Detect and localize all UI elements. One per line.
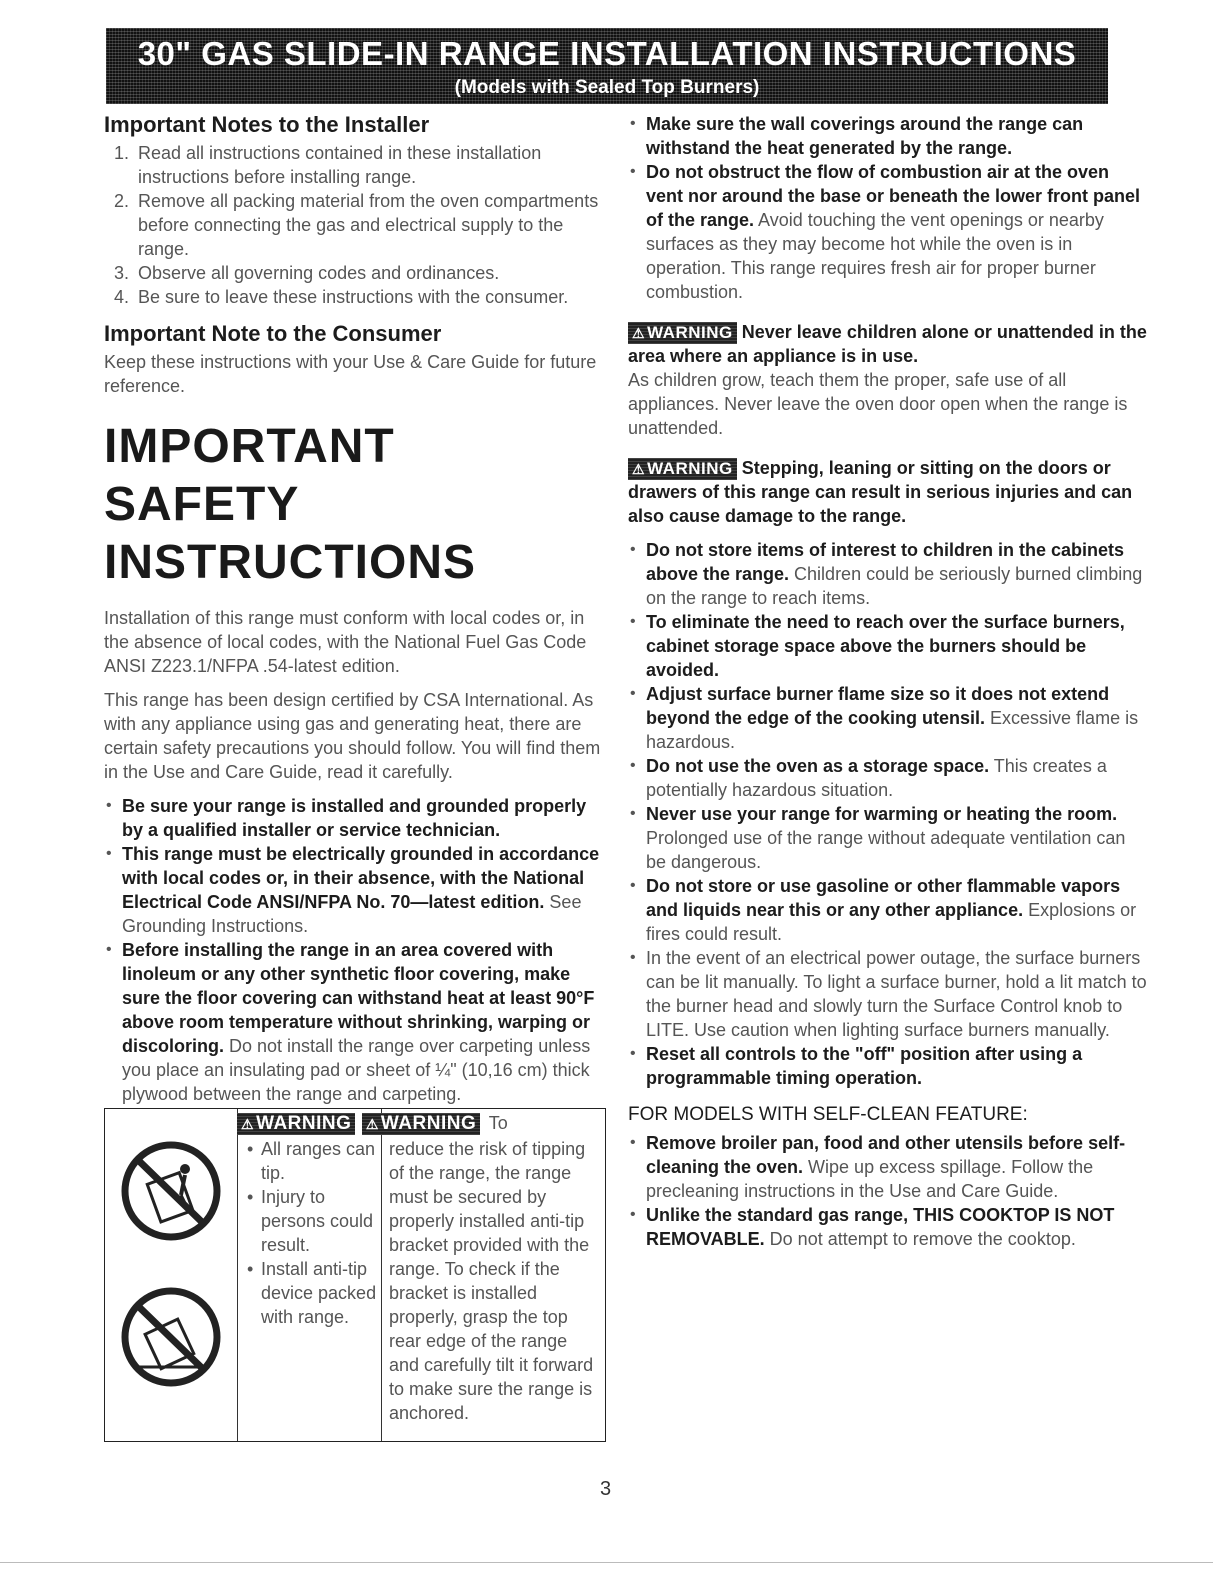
warning-badge — [237, 1113, 355, 1135]
normal-text: In the event of an electrical power outage, the surface burners can be lit manually. To light a surface burner, hold a lit match to the burner head and slowly turn the Surface Control knob to LITE. Use caution when lighting surface burners manually. — [646, 948, 1147, 1040]
list-item — [628, 946, 1150, 1042]
list-item — [628, 1131, 1150, 1203]
paragraph: This range has been design certified by CSA International. As with any appliance using gas and generating heat, there are certain safety precautions you should follow. You will find them in the Use and Care Guide, read it carefully. — [104, 690, 601, 782]
normal-text: Avoid touching the vent openings or nearby surfaces as they may become hot while the oven is in operation. This range requires fresh air for proper burner combustion. — [646, 210, 1104, 302]
list-item: • Install anti-tip device packed with range. — [245, 1257, 377, 1329]
warning-header — [237, 1113, 509, 1137]
warning-triangle-icon: ⚠ — [632, 325, 646, 341]
list-item: 3. Observe all governing codes and ordinances. — [134, 261, 604, 285]
normal-text: Prolonged use of the range without adequate ventilation can be dangerous. — [646, 828, 1126, 872]
list-item — [628, 538, 1150, 610]
warning-triangle-icon: ⚠ — [632, 461, 646, 477]
warning-list-cell — [237, 1109, 382, 1441]
bold-text: Do not use the oven as a storage space. — [646, 756, 990, 776]
safety-list — [628, 112, 1150, 304]
normal-text: Children could be seriously burned climbing on the range to reach items. — [646, 564, 1143, 608]
safety-list — [628, 538, 1150, 1090]
bold-text: Before installing the range in an area covered with linoleum or any other synthetic floor covering, make sure the floor covering can withstand heat at least 90°F above room temperature without shrinking, warping or discoloring. — [122, 940, 595, 1056]
bold-text: Make sure the wall coverings around the range can withstand the heat generated by the range. — [646, 114, 1084, 158]
list-item — [628, 874, 1150, 946]
list-item: • Injury to persons could result. — [245, 1185, 377, 1257]
bold-text: Stepping, leaning or sitting on the doors or drawers of this range can result in serious injuries and can also cause damage to the range. — [628, 458, 1133, 526]
to-label: To — [488, 1113, 508, 1133]
stepping-warning — [628, 456, 1150, 528]
warning-label: WARNING — [647, 323, 733, 342]
bold-text: Never leave children alone or unattended in the area where an appliance is in use. — [628, 322, 1147, 366]
list-item — [628, 802, 1150, 874]
bold-text: Unlike the standard gas range, THIS COOKTOP IS NOT REMOVABLE. — [646, 1205, 1115, 1249]
list-item — [628, 610, 1150, 682]
warning-triangle-icon: ⚠ — [241, 1116, 255, 1132]
children-warning — [628, 320, 1150, 440]
left-column — [104, 112, 604, 1106]
warning-badge — [362, 1113, 480, 1135]
warning-list — [245, 1137, 377, 1329]
safety-title-line: IMPORTANT SAFETY — [104, 420, 395, 531]
title-banner — [106, 28, 1108, 104]
list-item: 4. Be sure to leave these instructions with the consumer. — [134, 285, 604, 309]
bold-text: To eliminate the need to reach over the surface burners, cabinet storage space above the burners should be avoided. — [646, 612, 1125, 680]
warning-badge — [628, 322, 737, 344]
bold-text: This range must be electrically grounded in accordance with local codes or, in their absence, with the National Electrical Code ANSI/NFPA No. 70—latest edition. — [122, 844, 600, 912]
warning-text-cell — [381, 1109, 605, 1441]
safety-title — [104, 418, 604, 592]
list-item — [628, 754, 1150, 802]
normal-text: Do not install the range over carpeting unless you place an insulating pad or sheet of ¼" (10,16 cm) thick plywood between the range and carpeting. — [122, 1036, 591, 1104]
warning-badge — [628, 458, 737, 480]
warning-text: reduce the risk of tipping of the range, the range must be secured by properly installed anti-tip bracket provided with the range. To check if the bracket is installed properly, grasp the top rear edge of the range and carefully tilt it forward to make sure the range is anchored. — [389, 1139, 594, 1423]
safety-list — [104, 794, 604, 1106]
installer-heading: Important Notes to the Installer — [104, 112, 430, 137]
bold-text: Do not store or use gasoline or other flammable vapors and liquids near this or any other appliance. — [646, 876, 1121, 920]
page-number: 3 — [600, 1478, 612, 1500]
normal-text: Excessive flame is hazardous. — [646, 708, 1139, 752]
bold-text: Be sure your range is installed and grounded properly by a qualified installer or service technician. — [122, 796, 587, 840]
normal-text: Wipe up excess spillage. Follow the precleaning instructions in the Use and Care Guide. — [646, 1157, 1094, 1201]
warning-triangle-icon: ⚠ — [365, 1116, 379, 1132]
page-subtitle: (Models with Sealed Top Burners) — [454, 77, 760, 98]
list-item — [104, 794, 604, 842]
divider — [0, 1562, 1213, 1563]
list-item — [628, 682, 1150, 754]
bold-text: Do not obstruct the flow of combustion air at the oven vent nor around the base or beneath the lower front panel of the range. — [646, 162, 1141, 230]
right-column — [628, 112, 1150, 1251]
normal-text: Do not attempt to remove the cooktop. — [764, 1229, 1076, 1249]
bold-text: Do not store items of interest to children in the cabinets above the range. — [646, 540, 1125, 584]
warning-label: WARNING — [380, 1113, 477, 1134]
list-item: 2. Remove all packing material from the oven compartments before connecting the gas and electrical supply to the range. — [134, 189, 604, 261]
self-clean-list — [628, 1131, 1150, 1251]
bold-text: Reset all controls to the "off" position after using a programmable timing operation. — [646, 1044, 1083, 1088]
paragraph: Installation of this range must conform with local codes or, in the absence of local codes, with the National Fuel Gas Code ANSI Z223.1/NFPA .54-latest edition. — [104, 608, 587, 676]
installer-notes-list — [104, 141, 604, 309]
normal-text: See Grounding Instructions. — [122, 892, 582, 936]
list-item: • All ranges can tip. — [245, 1137, 377, 1185]
list-item — [628, 1042, 1150, 1090]
bold-text: Remove broiler pan, food and other utensils before self-cleaning the oven. — [646, 1133, 1126, 1177]
warning-label: WARNING — [256, 1113, 352, 1134]
consumer-heading: Important Note to the Consumer — [104, 321, 442, 346]
list-item — [104, 938, 604, 1106]
bold-text: Never use your range for warming or heating the room. — [646, 804, 1118, 824]
normal-text: Explosions or fires could result. — [646, 900, 1137, 944]
warning-label: WARNING — [647, 459, 733, 478]
safety-title-line: INSTRUCTIONS — [104, 536, 476, 589]
page-title: 30" GAS SLIDE-IN RANGE INSTALLATION INSTRUCTIONS — [137, 35, 1077, 72]
anti-tip-icon — [119, 1285, 223, 1389]
tip-over-icon — [119, 1139, 223, 1243]
list-item — [628, 112, 1150, 160]
list-item — [628, 160, 1150, 304]
consumer-note: Keep these instructions with your Use & Care Guide for future reference. — [104, 352, 597, 396]
list-item — [628, 1203, 1150, 1251]
warning-icons-cell — [105, 1109, 238, 1441]
bold-text: Adjust surface burner flame size so it does not extend beyond the edge of the cooking utensil. — [646, 684, 1110, 728]
normal-text: This creates a potentially hazardous situation. — [646, 756, 1107, 800]
list-item: 1. Read all instructions contained in these installation instructions before installing range. — [134, 141, 604, 189]
list-item — [104, 842, 604, 938]
self-clean-heading: FOR MODELS WITH SELF-CLEAN FEATURE: — [628, 1104, 1028, 1125]
warning-box — [104, 1108, 606, 1442]
normal-text: As children grow, teach them the proper, safe use of all appliances. Never leave the oven door open when the range is unattended. — [628, 370, 1128, 438]
